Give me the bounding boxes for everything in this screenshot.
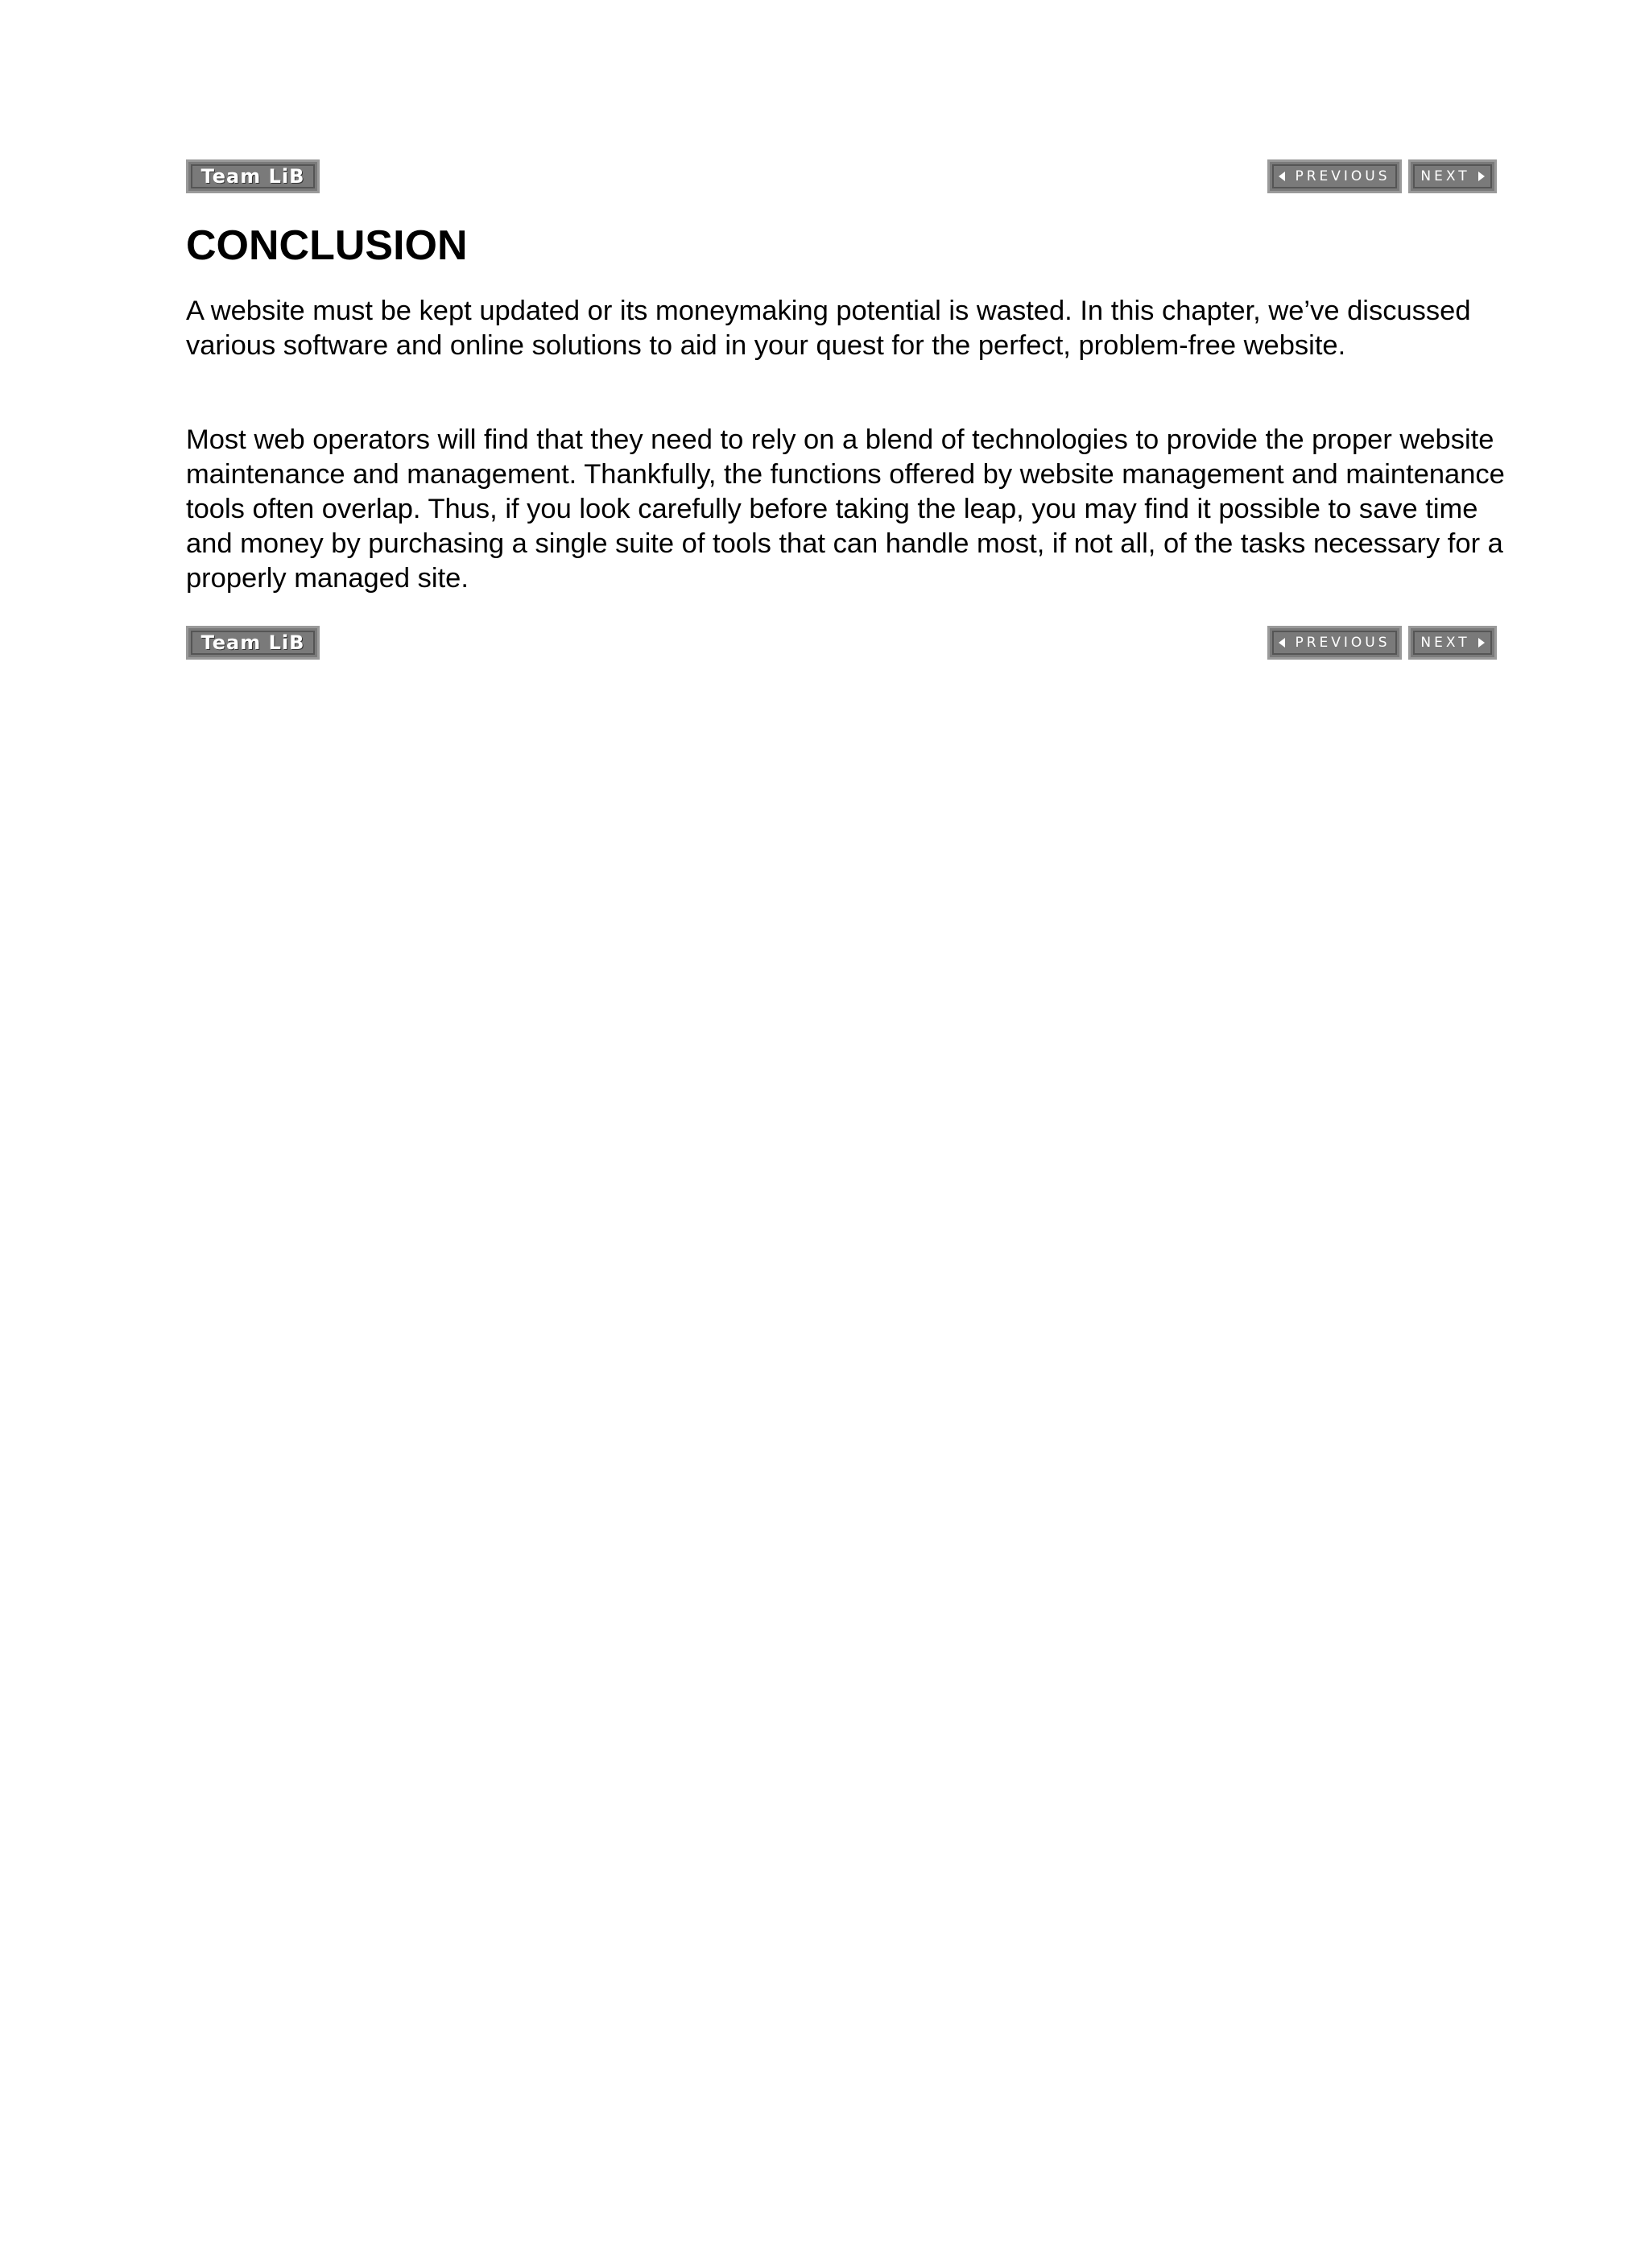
bottom-navigation-bar xyxy=(186,626,1497,660)
previous-label: PREVIOUS xyxy=(1295,168,1391,184)
page-title: CONCLUSION xyxy=(186,222,468,269)
team-lib-logo[interactable] xyxy=(186,159,320,193)
previous-button[interactable] xyxy=(1267,159,1402,193)
paragraph-1: A website must be kept updated or its moneymaking potential is wasted. In this chapter, we’ve discussed various software and online solutions to aid in your quest for the perfect, problem-free website. xyxy=(186,296,1471,361)
next-label: NEXT xyxy=(1420,168,1470,184)
arrow-left-icon xyxy=(1279,638,1285,648)
paragraph-2: Most web operators will find that they need to rely on a blend of technologies to provide the proper website maintenance and management. Thankfully, the functions offered by website management and maintenance tools often overlap. Thus, if you look carefully before taking the leap, you may find it possible to save time and money by purchasing a single suite of tools that can handle most, if not all, of the tasks necessary for a properly managed site. xyxy=(186,424,1505,594)
next-label: NEXT xyxy=(1420,635,1470,651)
next-button[interactable] xyxy=(1408,159,1497,193)
team-lib-label: Team LiB xyxy=(200,165,305,188)
next-button[interactable] xyxy=(1408,626,1497,660)
top-navigation-bar xyxy=(186,159,1497,193)
previous-label: PREVIOUS xyxy=(1295,635,1391,651)
team-lib-label: Team LiB xyxy=(200,631,305,654)
arrow-right-icon xyxy=(1478,172,1485,181)
arrow-right-icon xyxy=(1478,638,1485,648)
arrow-left-icon xyxy=(1279,172,1285,181)
previous-button[interactable] xyxy=(1267,626,1402,660)
team-lib-logo[interactable] xyxy=(186,626,320,660)
